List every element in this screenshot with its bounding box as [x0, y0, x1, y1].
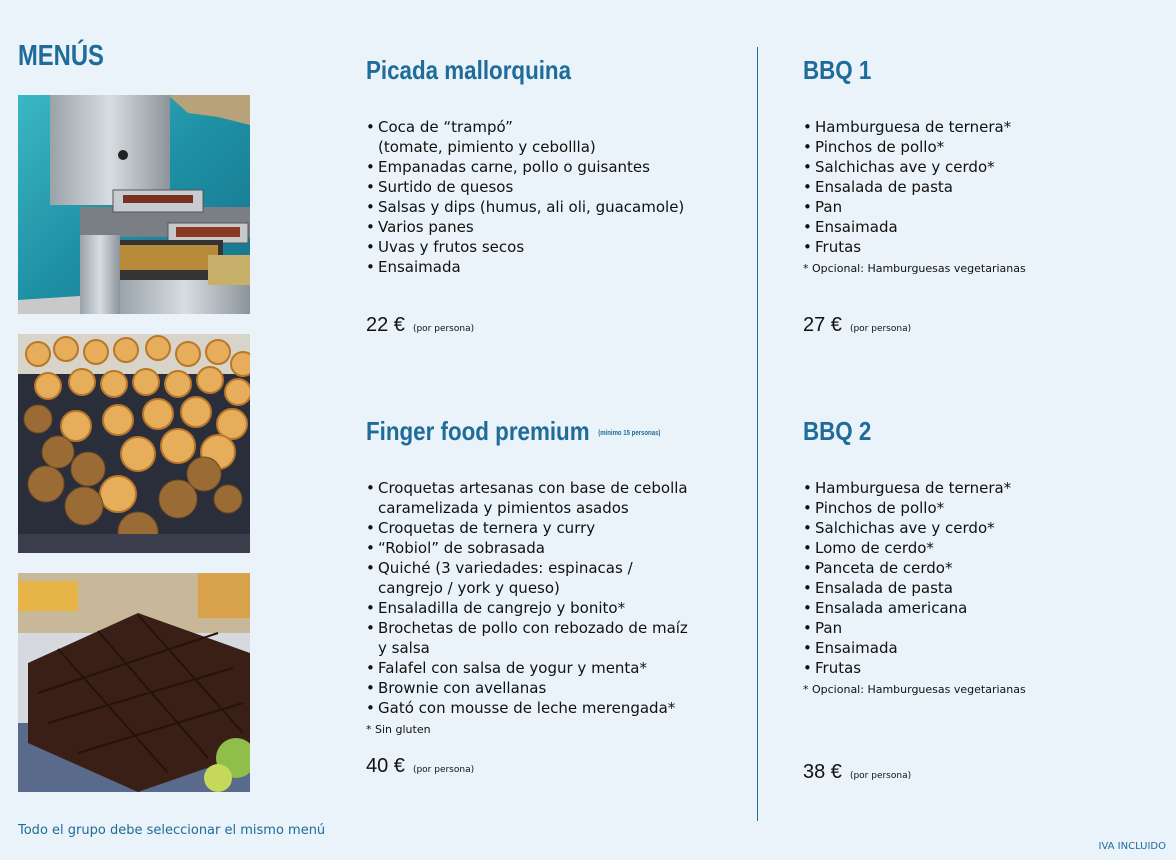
finger-footnote: * Sin gluten [366, 723, 431, 736]
list-item: • Salsas y dips (humus, ali oli, guacamole) [366, 197, 684, 217]
page-title: MENÚS [18, 40, 104, 72]
bbq1-title: BBQ 1 [803, 55, 872, 85]
bbq2-footnote: * Opcional: Hamburguesas vegetarianas [803, 683, 1026, 696]
list-item: • “Robiol” de sobrasada [366, 538, 688, 558]
pastries-croquettes-photo [18, 334, 250, 553]
list-item: • Croquetas de ternera y curry [366, 518, 688, 538]
list-item: • Ensalada de pasta [803, 578, 1011, 598]
bbq2-price: 38 € (por persona) [803, 761, 912, 783]
bbq1-footnote: * Opcional: Hamburguesas vegetarianas [803, 262, 1026, 275]
list-item: • Ensaimada [803, 217, 1011, 237]
list-item: • Croquetas artesanas con base de cebolla caramelizada y pimientos asados [366, 478, 688, 518]
list-item: • Ensalada de pasta [803, 177, 1011, 197]
list-item: • Coca de “trampó” (tomate, pimiento y cebollla) [366, 117, 684, 157]
list-item: • Brochetas de pollo con rebozado de maíz y salsa [366, 618, 688, 658]
list-item: • Ensaimada [803, 638, 1011, 658]
list-item: • Pinchos de pollo* [803, 498, 1011, 518]
list-item: • Hamburguesa de ternera* [803, 478, 1011, 498]
list-item: • Surtido de quesos [366, 177, 684, 197]
list-item: • Pan [803, 618, 1011, 638]
bbq2-list [803, 478, 1011, 678]
list-item: • Panceta de cerdo* [803, 558, 1011, 578]
list-item: • Pinchos de pollo* [803, 137, 1011, 157]
list-item: • Quiché (3 variedades: espinacas / cangrejo / york y queso) [366, 558, 688, 598]
brownies-photo [18, 573, 250, 792]
list-item: • Ensalada americana [803, 598, 1011, 618]
list-item: • Gató con mousse de leche merengada* [366, 698, 688, 718]
list-item: • Pan [803, 197, 1011, 217]
list-item: • Frutas [803, 658, 1011, 678]
vat-note: IVA INCLUIDO [1098, 841, 1166, 852]
list-item: • Lomo de cerdo* [803, 538, 1011, 558]
list-item: • Empanadas carne, pollo o guisantes [366, 157, 684, 177]
list-item: • Falafel con salsa de yogur y menta* [366, 658, 688, 678]
bbq1-list [803, 117, 1011, 257]
list-item: • Salchichas ave y cerdo* [803, 157, 1011, 177]
list-item: • Ensaladilla de cangrejo y bonito* [366, 598, 688, 618]
list-item: • Salchichas ave y cerdo* [803, 518, 1011, 538]
bbq-grill-photo [18, 95, 250, 314]
finger-price: 40 € (por persona) [366, 755, 475, 777]
list-item: • Brownie con avellanas [366, 678, 688, 698]
finger-title: Finger food premium (mínimo 15 personas) [366, 416, 661, 446]
list-item: • Hamburguesa de ternera* [803, 117, 1011, 137]
picada-price: 22 € (por persona) [366, 314, 475, 336]
group-note: Todo el grupo debe seleccionar el mismo menú [18, 823, 326, 838]
list-item: • Uvas y frutos secos [366, 237, 684, 257]
picada-list [366, 117, 684, 277]
bbq1-price: 27 € (por persona) [803, 314, 912, 336]
finger-list [366, 478, 688, 718]
picada-title: Picada mallorquina [366, 55, 572, 85]
bbq2-title: BBQ 2 [803, 416, 872, 446]
list-item: • Varios panes [366, 217, 684, 237]
column-divider [757, 47, 758, 821]
list-item: • Ensaimada [366, 257, 684, 277]
finger-note: (mínimo 15 personas) [598, 429, 661, 437]
list-item: • Frutas [803, 237, 1011, 257]
